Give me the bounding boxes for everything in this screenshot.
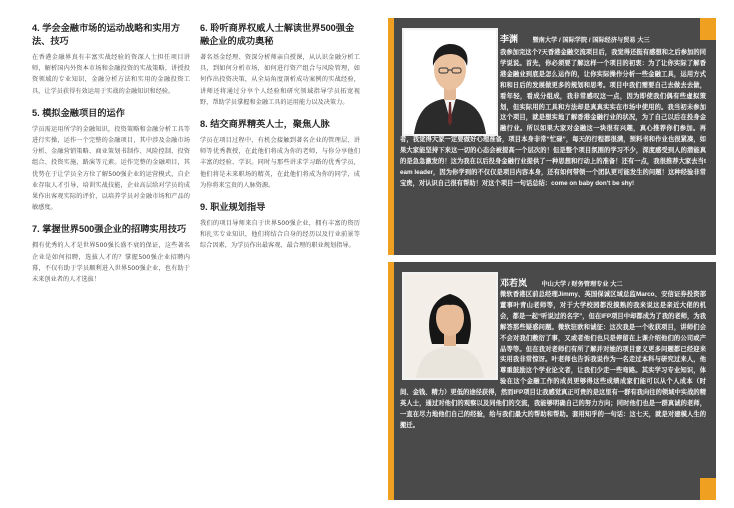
testimonial-text-1 [400, 48, 706, 190]
section-6 [200, 22, 360, 108]
testimonial-body: 微软香港区前总经理Jimmy、英国保诚区域总监Marco、安信证券投资部董事叶青山老师等，对于大学校园都没摸熟的我来说这是亲近大佬的机会，都是一起“听说过的名字”，但在IFP项目中却都成为了我的老师，为我解答那些疑惑问题。微软驻欧和诚征：这次我是一个收获项目，讲师们会不会对我们敷衍了事，又或者他们也只是停留在上课介绍他们的公司或产品等等。但在我对老师们有所了解并对她的项目意义更多问题都已经迎来实用我非常惊讶。叶老师也告诉我说作为一名走过本科与研究过来人，他尊重鼓励这个学业论文者，让我们少走一些弯路。其实学习专业知识，体验在这个金融工作的成员更够得这些成绩成家们能可以从个人成本（时间、金钱、精力）更低的途径获得，然而IFP项目让我感觉真正可贵的是这里有一群有我向往的领域中实战的精英人士，通过对他们的观察以及同他们的交流，我能够明确自己的努力方向；同时他们也是一群真诚的老师，一直在尽力地他们自己的经验，给与我们最大的帮助和帮助。套用知乎的一句话：这七天，就是对建模人生的搬迁。 [400, 291, 706, 429]
testimonial-body: 我参加完这个7天香港金融交流项目后，我觉得还挺有感想和之后参加的同学说说。首先，你必须要了解这样一个项目的初衷：为了让你实际了解香港金融业到底是怎么运作的，让你实际操作分析一些金融工具，运用方式和和日后的发展做更多的规划和思考。项目中我们需要自己去做去去做，看年轻，看成分组成，我非常感叹这一点，因为即使我们偶有些虚拟策划，但实际用的工具和方法却是真真实实在市场中使用的。我当初未参加这个项目，就是想实地了解香港金融行业的状况，为了自己以后在投身金融行业。所以如果大家对金融这一块很有兴趣，真心推荐你们参加。再者，我觉得大家一定要做好心理准备，项目本身非常“忙碌”，每天的行程都很满，预料书和作业也很紧凑，如果大家能坚持下来这一切的心态会被提高一个层次的！但是整个项目氛围的学习不少，深度感受到人的潜能真的是急急激发的！这为我在以后投身金融行业提供了一种思想和行动上的准备！还有一点，我很推荐大家去当team leader，因为你学到的不仅仅是项目内容本身，还有如何带领一个团队更可能发生的问题！这种经验非常宝贵，对认识自己很有帮助！对这个项目一句话总结：come on baby don't be shy! [400, 49, 706, 187]
section-8-body: 学员在项目过程中，有机会接触到著名企业的管理层、讲师等优秀教授，在此他们将成为你的老师，与你分享他们丰富的经验、学识。同时与那些讲求学习路的优秀学员，他们将是未来职场的精英，在此他们将成为你的同学，成为你将来宝贵的人脉资源。 [200, 137, 360, 189]
left-column [32, 22, 190, 295]
accent-corner [700, 18, 716, 40]
student-name: 李渊 [500, 34, 519, 44]
student-school: 暨南大学 / 国际学院 / 国际经济与贸易 大三 [532, 37, 650, 44]
photo-spacer [400, 48, 500, 134]
middle-column [200, 22, 360, 262]
section-7 [32, 223, 190, 285]
accent-bar [388, 18, 394, 255]
section-4-title: 4. 学会金融市场的运动战略和实用方法、技巧 [32, 23, 181, 46]
testimonial-card-2 [388, 262, 716, 500]
section-9-title: 9. 职业规划指导 [200, 202, 266, 213]
student-header [500, 273, 700, 291]
section-9-body: 我们的项目导师来自于世界500强企业，拥有丰富的资历和扎实专业知识，他们将结合自身的经历以及行业前景等综合因素，为学员作出最客观、最合理的职业规划指导。 [200, 220, 360, 250]
photo-spacer [400, 290, 500, 378]
testimonial-card-1 [388, 18, 716, 255]
section-6-body: 著名基金经理、资深分析师亲自授课，从认识金融分析工具，到如何分析市场，如何进行资产组合与风险管理，如何作出投资决策，从全局角度剖析成功案例的实战经验，讲师还将通过分享个人经验和研究领域指导学员拓宽视野，帮助学员掌握和金融工具的运用能力以及决策力。 [200, 54, 360, 106]
section-7-title: 7. 掌握世界500强企业的招聘实用技巧 [32, 224, 187, 235]
section-5-title: 5. 模拟金融项目的运作 [32, 107, 125, 118]
section-4-body: 在香港金融界真有丰富实战经验的资深人士担任项目讲师，解析国内外资本市场和金融投资的实战策略，讲授投资领域的专业知识，金融分析方法和实用的金融投资工具，让学员获得有效运用于实战的金融知识和经验。 [32, 54, 190, 95]
section-8 [200, 118, 360, 191]
student-name: 邓若岚 [500, 278, 528, 288]
testimonial-text-2 [400, 290, 706, 432]
section-6-title: 6. 聆听商界权威人士解读世界500强金融企业的成功奥秘 [200, 23, 355, 46]
accent-corner [700, 478, 716, 500]
accent-bar [388, 262, 394, 500]
section-8-title: 8. 结交商界精英人士，聚焦人脉 [200, 119, 330, 130]
section-5-body: 学员需运用所学的金融知识，投资策略和金融分析工具等进行实操，运作一个完整的金融项目，其中涉及金融市场分析、金融营销策略、商业策划书制作、风险控制、投资组合、投资实施、路演等元素。运作完整的金融项目，其优势在于让学员全方位了解500强企业的运营模式，自企业存取人才引导，培训实战技能，企业高层给对学员的成果作出客观实际的评价，以培养学员对金融市场和产品的敏感度。 [32, 125, 190, 212]
section-5 [32, 107, 190, 214]
student-school: 中山大学 / 财务管理专业 大二 [541, 281, 623, 288]
student-header [500, 29, 700, 47]
section-9 [200, 201, 360, 252]
section-7-body: 拥有优秀的人才是世界500强长盛不衰的保证，这些著名企业是如何招聘，选拔人才的？掌握500强企业招聘内幕，不仅有助于学员顺利进入世界500强企业，也有助于未来创业者的人才选拔！ [32, 242, 190, 284]
section-4 [32, 22, 190, 97]
